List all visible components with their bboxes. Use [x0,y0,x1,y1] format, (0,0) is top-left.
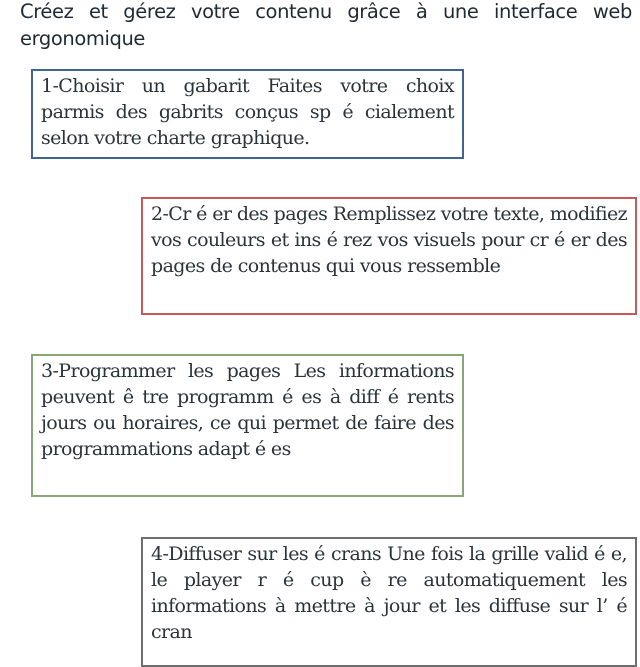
step-2-box [141,197,637,315]
step-1-box [31,69,464,159]
step-2-text: 2-Cr é er des pages Remplissez votre texte, modifiez vos couleurs et ins é rez vos visuels pour cr é er des pages de contenus qui vous ressemble [151,203,627,277]
page-heading: Créez et gérez votre contenu grâce à une interface web ergonomique [20,0,632,50]
step-3-text: 3-Programmer les pages Les informations peuvent ê tre programm é es à diff é rents jours ou horaires, ce qui permet de faire des programmations adapt é es [41,360,454,460]
step-1-text: 1-Choisir un gabarit Faites votre choix parmis des gabrits conçus sp é cialement selon votre charte graphique. [41,75,454,149]
step-4-box [141,537,637,667]
step-4-text: 4-Diffuser sur les é crans Une fois la grille valid é e, le player r é cup è re automatiquement les informations à mettre à jour et les diffuse sur l’ é cran [151,543,627,643]
step-3-box [31,354,464,497]
